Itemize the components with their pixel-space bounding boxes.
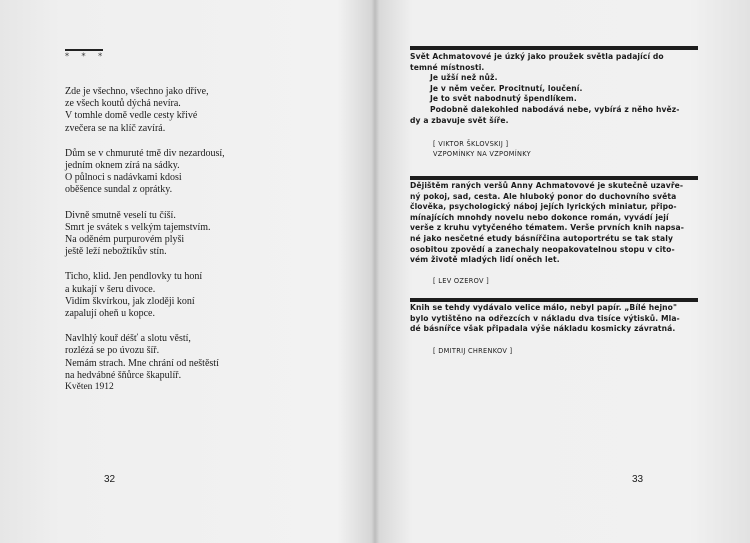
poem (65, 86, 345, 395)
stanza-ornament: * * * (65, 52, 108, 61)
quote-author: [ VIKTOR ŠKLOVSKIJ ] (433, 140, 509, 148)
poem-line: Dům se v chmuruté tmě div nezardousí, (65, 147, 225, 159)
quote-line: dy a zbavuje svět šíře. (410, 115, 509, 125)
quote-line: verše z kruhu vytyčeného tématem. Verše prvních knih napsa- (410, 223, 685, 233)
right-page (375, 0, 750, 543)
poem-line: Ticho, klid. Jen pendlovky tu honí (65, 271, 203, 283)
poem-line: O půlnoci s nadávkami kdosi (65, 172, 182, 184)
poem-stanza (65, 210, 345, 259)
quote-line: Knih se tehdy vydávalo velice málo, nebyl papír. „Bílé hejno" (410, 303, 678, 312)
quote-bar-3 (410, 298, 698, 302)
quote-bar-1 (410, 46, 698, 50)
poem-line: ještě leží nebožtíkův stín. (65, 246, 167, 258)
quote-line: Svět Achmatovové je úzký jako proužek světla padající do (410, 52, 664, 61)
poem-line: V tomhle domě vedle cesty křivé (65, 110, 198, 122)
quote-attribution-3 (433, 346, 512, 356)
quote-line: Je to svět nabodnutý špendlíkem. (430, 94, 577, 104)
quote-line: osobitou zpovědí a zanechaly neopakovatelnou stopu v cito- (410, 244, 675, 254)
page-number-left: 32 (104, 474, 116, 485)
poem-line: oběšence sundal z oprátky. (65, 184, 173, 196)
poem-line: na hedvábné šňůrce škapulíř. (65, 369, 182, 381)
quote-line: vém životě mladých lidí oněch let. (410, 255, 560, 265)
poem-line: zapalují oheň u kopce. (65, 308, 155, 320)
quote-line: člověka, psychologický náboj jejích lyrických miniatur, připo- (410, 202, 677, 212)
quote-line: bylo vytištěno na odřezcích v nákladu dva tisíce výtisků. Mla- (410, 313, 680, 323)
poem-stanza (65, 148, 345, 197)
page-number-right: 33 (632, 474, 644, 485)
poem-line: Na oděném purpurovém plyši (65, 234, 185, 246)
quote-line: Je v něm večer. Procitnutí, loučení. (430, 83, 583, 93)
poem-line: Nemám strach. Mne chrání od neštěstí (65, 357, 219, 369)
quote-line: temné místnosti. (410, 62, 485, 72)
poem-line: Smrt je svátek s velkým tajemstvím. (65, 221, 211, 233)
quote-author: [ LEV OZEROV ] (433, 277, 490, 285)
quote-attribution-2 (433, 276, 489, 286)
poem-line: Navlhlý kouř déšť a slotu věstí, (65, 333, 191, 345)
poem-line: Divně smutně veselí tu číší. (65, 209, 176, 221)
quote-attribution-1 (433, 139, 531, 159)
poem-line: rozlézá se po úvozu šíř. (65, 345, 160, 357)
quote-block-2 (410, 181, 698, 266)
poem-stanza (65, 271, 345, 320)
quote-line: mínajících mnohdy novelu nebo dokonce román, vyvádí její (410, 212, 669, 222)
poem-date: Květen 1912 (65, 382, 114, 392)
quote-line: Je užší než nůž. (430, 73, 498, 83)
poem-line: jedním oknem zírá na sádky. (65, 160, 180, 172)
quote-line: Dějištěm raných veršů Anny Achmatovové je skutečně uzavře- (410, 181, 684, 190)
quote-line: dé básnířce však připadala výše nákladu kosmicky závratná. (410, 324, 676, 334)
quote-line: ný pokoj, sad, cesta. Ale hluboký ponor do duchovního světa (410, 191, 677, 201)
quote-author: [ DMITRIJ CHRENKOV ] (433, 347, 513, 355)
poem-stanza (65, 333, 345, 382)
poem-line: a kukají v šeru divoce. (65, 283, 156, 295)
poem-line: Zde je všechno, všechno jako dříve, (65, 86, 209, 97)
quote-source: VZPOMÍNKY NA VZPOMÍNKY (433, 150, 531, 158)
quote-line: Podobně dalekohled nabodává nebe, vybírá z něho hvěz- (430, 104, 680, 114)
quote-block-3 (410, 303, 698, 335)
poem-line: zvečera se na klíč zavírá. (65, 122, 166, 134)
quote-line: né jako nesčetné etudy básnířčina autoportrétu se tak staly (410, 233, 673, 243)
quote-block-1 (410, 52, 698, 126)
ornament-rule (65, 49, 103, 51)
poem-stanza (65, 86, 345, 135)
quote-bar-2 (410, 176, 698, 180)
poem-line: Vidím škvírkou, jak zloději koní (65, 295, 195, 307)
poem-line: ze všech koutů dýchá nevíra. (65, 98, 181, 110)
